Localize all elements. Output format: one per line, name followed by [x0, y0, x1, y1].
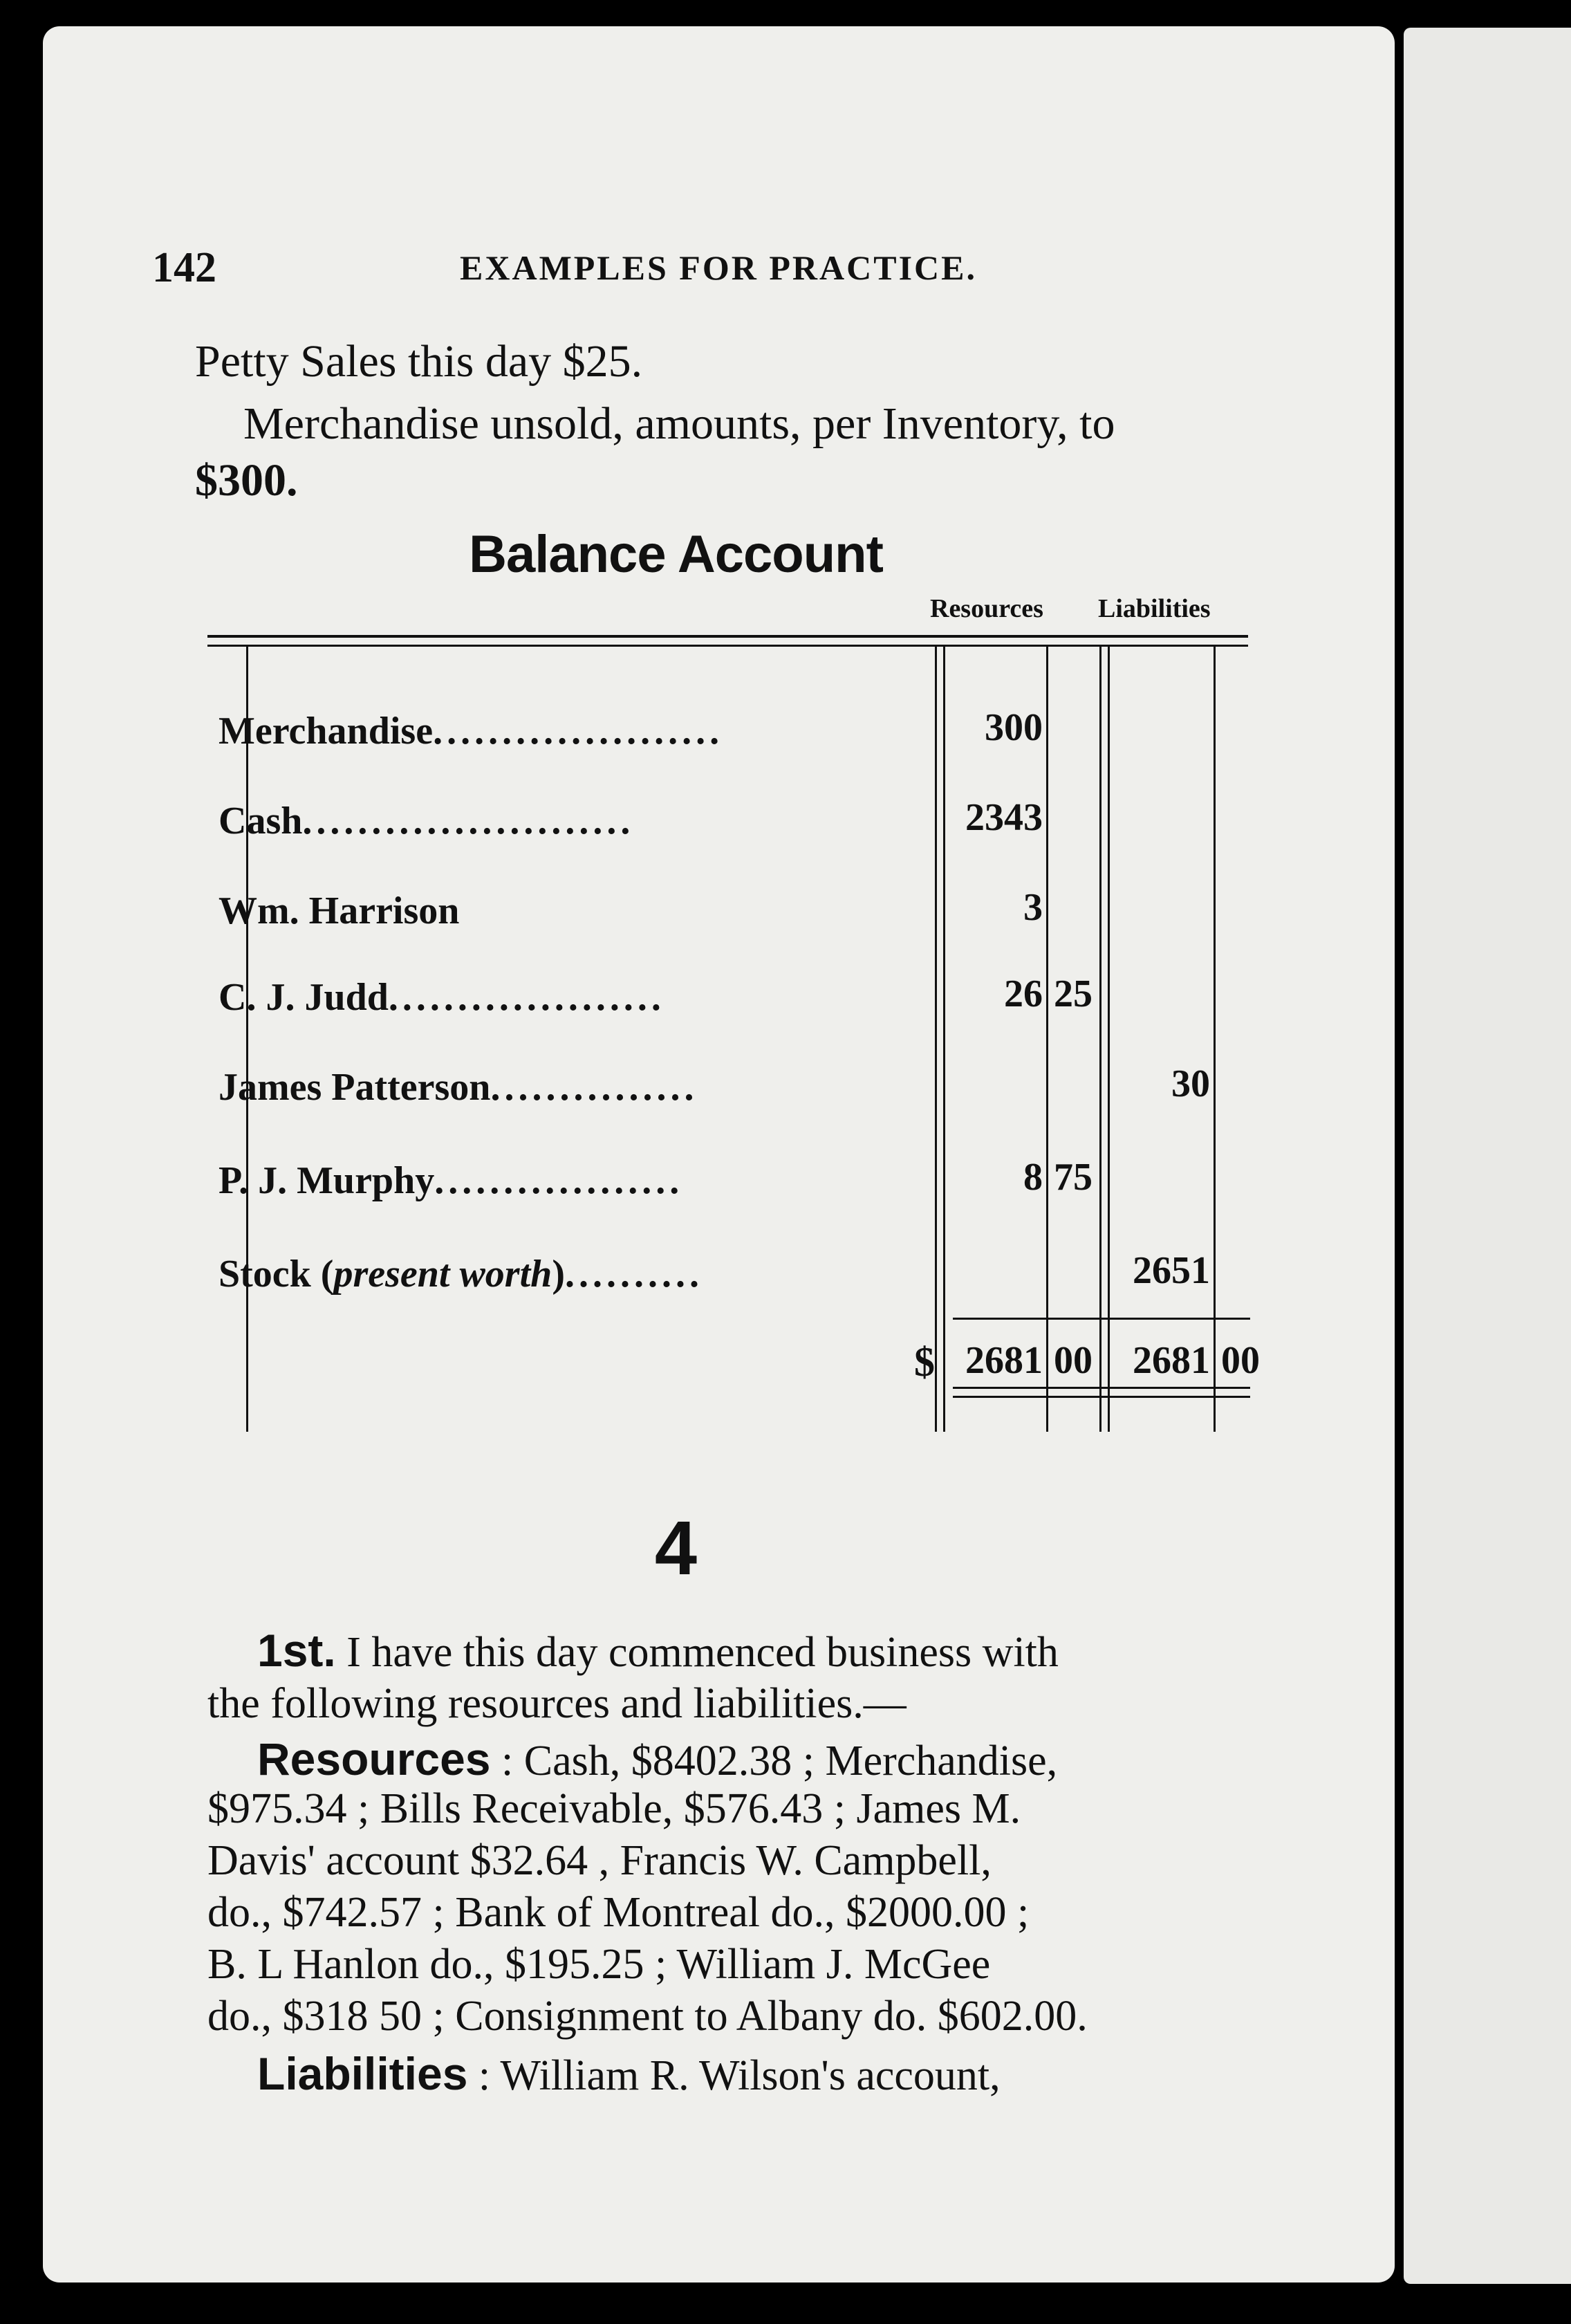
liabilities-column-header: Liabilities	[1098, 594, 1211, 623]
table-top-rule	[207, 635, 1248, 638]
first-text: I have this day commenced business with	[346, 1629, 1059, 1676]
liabilities-dollars: 2651	[1133, 1249, 1210, 1292]
section-number: 4	[654, 1506, 698, 1591]
body-line-7: B. L Hanlon do., $195.25 ; William J. McGee	[207, 1941, 991, 1988]
body-line-4: $975.34 ; Bills Receivable, $576.43 ; James M.	[207, 1785, 1021, 1832]
leader-dots: ........................	[302, 800, 635, 842]
total-liabilities-cents: 00	[1221, 1339, 1260, 1382]
account-name: Wm. Harrison	[219, 889, 460, 932]
book-binding	[0, 0, 48, 2324]
body-line-5: Davis' account $32.64 , Francis W. Campbell,	[207, 1837, 992, 1884]
resources-cents: 25	[1054, 972, 1093, 1015]
total-bottom-rule	[953, 1387, 1250, 1389]
table-row	[219, 889, 924, 933]
liabilities-dollars: 30	[1171, 1062, 1210, 1105]
table-row	[219, 709, 924, 753]
adjacent-page-edge	[1404, 28, 1571, 2284]
total-dollar-sign: $	[914, 1339, 935, 1385]
leader-dots: ....................	[388, 976, 665, 1019]
account-name: C. J. Judd	[219, 976, 389, 1019]
resources-column-header: Resources	[930, 594, 1043, 623]
resources-cents-rule	[1046, 647, 1048, 1432]
resources-dollars: 8	[1023, 1156, 1043, 1199]
body-line-8: do., $318 50 ; Consignment to Albany do. $602.00.	[207, 1993, 1088, 2040]
liabilities-cents-rule	[1214, 647, 1216, 1432]
total-liabilities-dollars: 2681	[1133, 1339, 1210, 1382]
total-bottom-rule-2	[953, 1396, 1250, 1398]
leader-dots: .....................	[433, 710, 724, 753]
leader-dots: ...............	[490, 1066, 698, 1109]
body-line-3-rest: : Cash, $8402.38 ; Merchandise,	[501, 1737, 1058, 1784]
resources-dollars: 300	[985, 706, 1043, 749]
liabilities-left-rule-2	[1108, 647, 1110, 1432]
table-row	[219, 1252, 924, 1296]
table-row	[219, 799, 924, 843]
page-number: 142	[152, 244, 216, 291]
body-line-1	[257, 1624, 1274, 1677]
balance-account-title: Balance Account	[469, 525, 883, 584]
table-row	[219, 1159, 924, 1203]
total-resources-dollars: 2681	[965, 1339, 1043, 1382]
intro-line-2: Merchandise unsold, amounts, per Inventory, to	[243, 398, 1115, 449]
resources-left-rule	[935, 647, 937, 1432]
intro-line-3: $300.	[195, 455, 298, 506]
intro-line-1: Petty Sales this day $25.	[195, 336, 643, 387]
table-row	[219, 975, 924, 1020]
liabilities-left-rule	[1099, 647, 1101, 1432]
account-name: Cash	[219, 800, 303, 842]
body-line-9-rest: : William R. Wilson's account,	[478, 2052, 1001, 2099]
total-resources-cents: 00	[1054, 1339, 1093, 1382]
body-line-9	[257, 2047, 1001, 2101]
first-label: 1st.	[257, 1625, 336, 1676]
table-row	[219, 1065, 924, 1109]
resources-dollars: 3	[1023, 886, 1043, 929]
body-line-3	[257, 1733, 1057, 1786]
resources-cents: 75	[1054, 1156, 1093, 1199]
table-top-rule-2	[207, 645, 1248, 647]
resources-label: Resources	[257, 1733, 491, 1784]
liabilities-label: Liabilities	[257, 2048, 468, 2099]
leader-dots: ..................	[434, 1159, 684, 1202]
resources-dollars: 2343	[965, 796, 1043, 839]
running-title: EXAMPLES FOR PRACTICE.	[460, 248, 977, 287]
leader-dots: ..........	[564, 1253, 703, 1295]
account-name: P. J. Murphy	[219, 1159, 435, 1202]
body-line-2: the following resources and liabilities.—	[207, 1680, 907, 1727]
body-line-6: do., $742.57 ; Bank of Montreal do., $2000.00 ;	[207, 1889, 1030, 1936]
table-left-rule	[246, 647, 248, 1432]
account-name: Merchandise	[219, 710, 434, 753]
total-top-rule	[953, 1318, 1250, 1320]
resources-dollars: 26	[1004, 972, 1043, 1015]
resources-left-rule-2	[943, 647, 945, 1432]
account-name: James Patterson	[219, 1066, 491, 1109]
account-name: Stock (present worth)	[219, 1253, 565, 1295]
